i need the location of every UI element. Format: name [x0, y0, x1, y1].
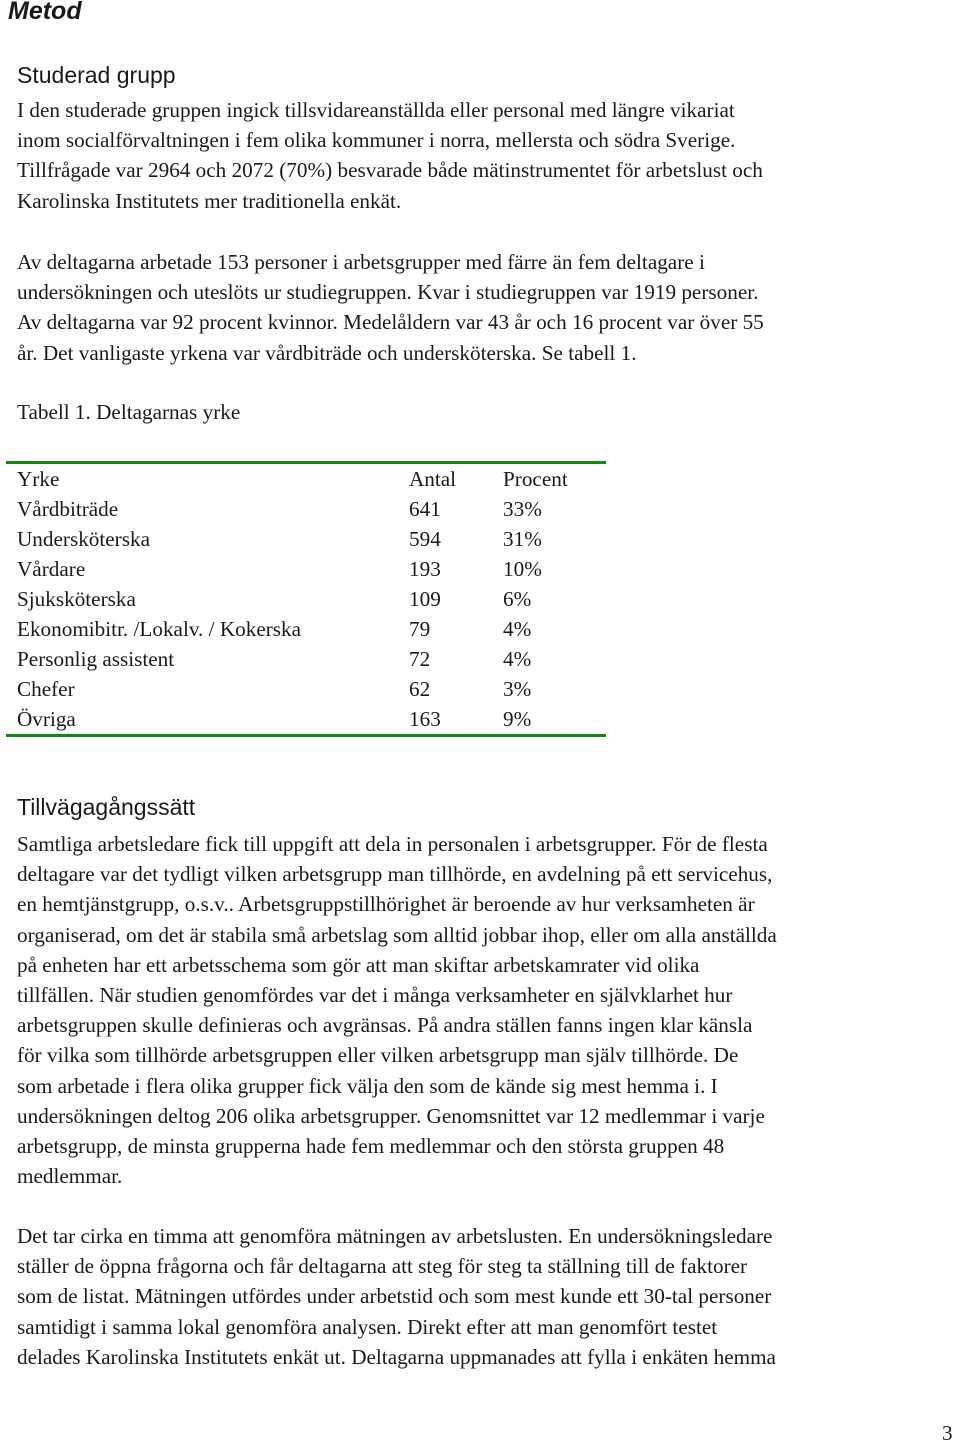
text-line: som arbetade i flera olika grupper fick välja den som de kände sig mest hemma i. I [17, 1073, 718, 1098]
table-row [6, 704, 606, 736]
cell-yrke: Vårdbiträde [17, 497, 119, 521]
cell-yrke: Övriga [17, 707, 76, 731]
text-line: ställer de öppna frågorna och får deltagarna att steg för steg ta ställning till de faktorer [17, 1254, 748, 1279]
text-line: Tillfrågade var 2964 och 2072 (70%) besvarade både mätinstrumentet för arbetslust och [17, 158, 763, 183]
text-line: samtidigt i samma lokal genomföra analysen. Direkt efter att man genomfört testet [17, 1314, 718, 1339]
text-line: som de listat. Mätningen utfördes under arbetstid och som mest kunde ett 30-tal personer [17, 1284, 772, 1309]
table-row [6, 674, 606, 704]
text-line: Samtliga arbetsledare fick till uppgift att dela in personalen i arbetsgrupper. För de flesta [17, 832, 768, 856]
cell-antal: 641 [409, 497, 441, 521]
cell-yrke: Ekonomibitr. /Lokalv. / Kokerska [17, 617, 302, 641]
studerad-grupp-paragraph-1 [17, 95, 960, 216]
page-number: 3 [942, 1421, 953, 1445]
text-line: på enheten har ett arbetsschema som gör att man skiftar arbetskamrater vid olika [17, 952, 700, 977]
section-title: Metod [8, 0, 82, 25]
cell-yrke: Undersköterska [17, 527, 150, 551]
occupation-table [6, 461, 606, 737]
text-line: tillfällen. När studien genomfördes var det i många verksamheter en självklarhet hur [17, 983, 733, 1008]
cell-antal: 109 [409, 587, 441, 611]
cell-procent: 31% [503, 527, 542, 551]
text-line: Av deltagarna arbetade 153 personer i arbetsgrupper med färre än fem deltagare i [17, 250, 705, 274]
text-line: inom socialförvaltningen i fem olika kommuner i norra, mellersta och södra Sverige. [17, 128, 736, 153]
table-row [6, 614, 606, 644]
cell-antal: 163 [409, 707, 441, 731]
cell-antal: 62 [409, 677, 431, 701]
tillvagagangssatt-heading: Tillvägagångssätt [17, 794, 196, 820]
table-row [6, 644, 606, 674]
table-caption: Tabell 1. Deltagarnas yrke [17, 400, 241, 424]
text-line: Karolinska Institutets mer traditionella enkät. [17, 188, 402, 213]
cell-antal: 79 [409, 617, 431, 641]
studerad-grupp-paragraph-2 [17, 247, 960, 368]
text-line: undersökningen deltog 206 olika arbetsgrupper. Genomsnittet var 12 medlemmar i varje [17, 1103, 765, 1128]
cell-procent: 3% [503, 677, 532, 701]
text-line: Av deltagarna var 92 procent kvinnor. Medelåldern var 43 år och 16 procent var över 55 [17, 310, 764, 335]
table-header-row [6, 463, 606, 495]
cell-antal: 594 [409, 527, 441, 551]
cell-procent: 4% [503, 647, 532, 671]
table-row [6, 524, 606, 554]
text-line: en hemtjänstgrupp, o.s.v.. Arbetsgruppstillhörighet är beroende av hur verksamheten är [17, 892, 755, 917]
table-row [6, 584, 606, 614]
header-antal: Antal [409, 467, 457, 491]
text-line: medlemmar. [17, 1164, 123, 1189]
cell-procent: 4% [503, 617, 532, 641]
cell-yrke: Personlig assistent [17, 647, 175, 671]
cell-yrke: Vårdare [17, 557, 86, 581]
table-row [6, 494, 606, 524]
text-line: Det tar cirka en timma att genomföra mätningen av arbetslusten. En undersökningsledare [17, 1224, 773, 1248]
cell-procent: 33% [503, 497, 542, 521]
cell-yrke: Chefer [17, 677, 75, 701]
tillvagagangssatt-paragraph-1 [17, 829, 960, 1191]
text-line: arbetsgrupp, de minsta grupperna hade fem medlemmar och den största gruppen 48 [17, 1134, 725, 1159]
text-line: deltagare var det tydligt vilken arbetsgrupp man tillhörde, en avdelning på ett servicehus, [17, 862, 773, 887]
text-line: organiserad, om det är stabila små arbetslag som alltid jobbar ihop, eller om alla anställda [17, 922, 777, 947]
cell-yrke: Sjuksköterska [17, 587, 136, 611]
header-procent: Procent [503, 467, 568, 491]
text-line: undersökningen och uteslöts ur studiegruppen. Kvar i studiegruppen var 1919 personer. [17, 280, 759, 305]
studerad-grupp-heading: Studerad grupp [17, 62, 176, 88]
text-line: år. Det vanligaste yrkena var vårdbiträde och undersköterska. Se tabell 1. [17, 340, 637, 365]
text-line: delades Karolinska Institutets enkät ut. Deltagarna uppmanades att fylla i enkäten hemma [17, 1344, 776, 1369]
tillvagagangssatt-paragraph-2 [17, 1221, 960, 1372]
cell-antal: 72 [409, 647, 431, 671]
text-line: I den studerade gruppen ingick tillsvidareanställda eller personal med längre vikariat [17, 98, 735, 122]
cell-procent: 9% [503, 707, 532, 731]
cell-antal: 193 [409, 557, 441, 581]
cell-procent: 10% [503, 557, 542, 581]
header-yrke: Yrke [17, 467, 60, 491]
text-line: arbetsgruppen skulle definieras och avgränsas. På andra ställen fanns ingen klar känsla [17, 1013, 753, 1038]
cell-procent: 6% [503, 587, 532, 611]
text-line: för vilka som tillhörde arbetsgruppen eller vilken arbetsgrupp man själv tillhörde. De [17, 1043, 739, 1068]
table-row [6, 554, 606, 584]
